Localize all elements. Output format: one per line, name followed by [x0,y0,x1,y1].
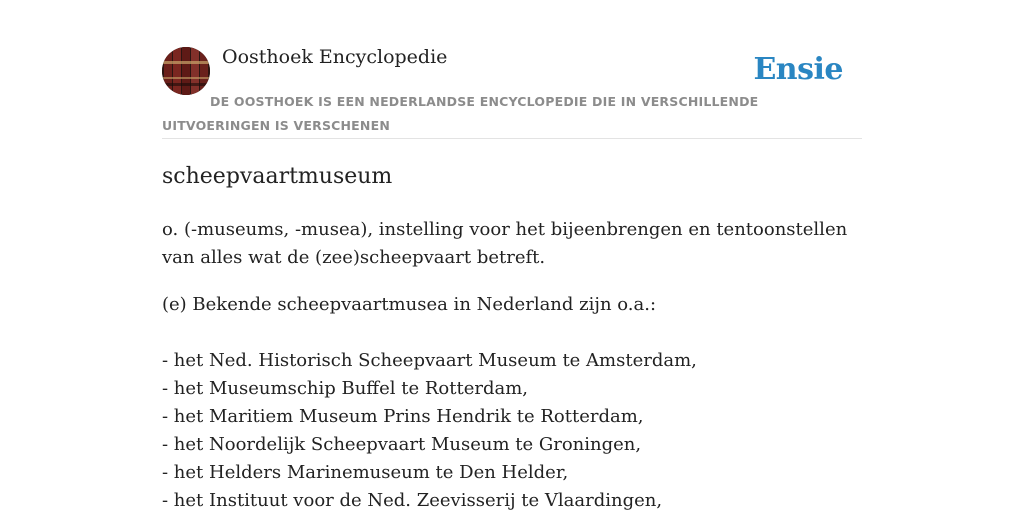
list-item: - het Museumschip Buffel te Rotterdam, [162,378,528,399]
intro-text: (e) Bekende scheepvaartmusea in Nederland zijn o.a.: [162,294,657,315]
article-body [162,216,862,512]
definition-text: o. (-museums, -musea), instelling voor het bijeenbrengen en tentoonstellen van alles wat de (zee)scheepvaart betreft. [162,219,848,268]
source-name[interactable]: Oosthoek Encyclopedie [222,46,448,68]
article-container [162,0,862,511]
page-title: scheepvaartmuseum [162,164,393,189]
museum-list [162,347,862,512]
source-tagline: DE OOSTHOEK IS EEN NEDERLANDSE ENCYCLOPEDIE DIE IN VERSCHILLENDE UITVOERINGEN IS VERSCHENEN [162,94,759,133]
list-item: - het Ned. Historisch Scheepvaart Museum te Amsterdam, [162,350,697,371]
list-item: - het Noordelijk Scheepvaart Museum te Groningen, [162,434,642,455]
list-item: - het Instituut voor de Ned. Zeevisserij te Vlaardingen, [162,490,663,511]
encyclopedia-books-icon[interactable] [162,47,210,95]
list-item: - het Helders Marinemuseum te Den Helder, [162,462,569,483]
ensie-logo[interactable]: Ensie [753,52,843,87]
list-item: - het Maritiem Museum Prins Hendrik te Rotterdam, [162,406,644,427]
source-header [162,0,862,139]
